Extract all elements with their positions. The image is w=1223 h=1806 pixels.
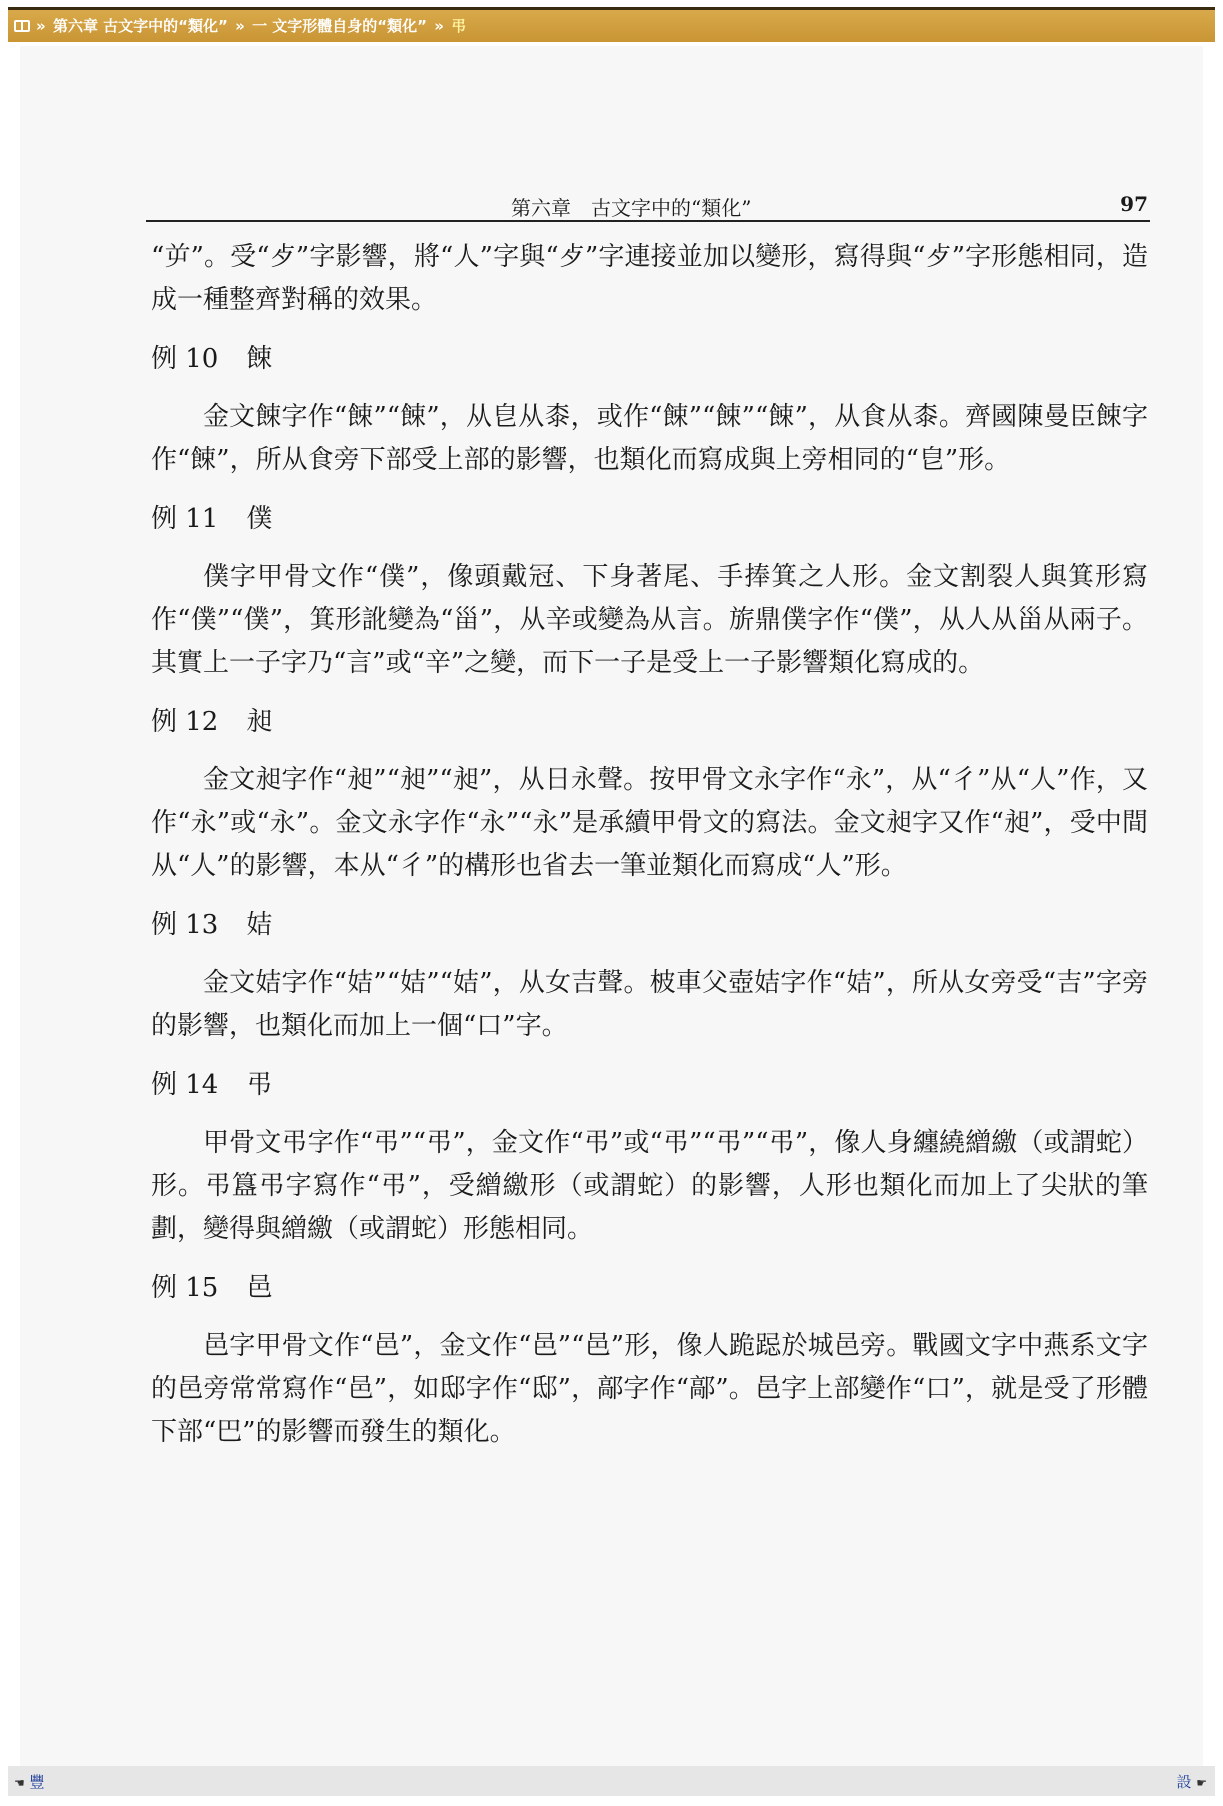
example-char: 昶	[246, 707, 273, 737]
example-char: 弔	[246, 1070, 273, 1100]
example-heading	[151, 1065, 1148, 1105]
breadcrumb-separator: »	[36, 17, 46, 35]
example-paragraph: 僕字甲骨文作“僕”，像頭戴冠、下身著尾、手捧箕之人形。金文割裂人與箕形寫作“僕”“僕”，箕形訛變為“甾”，从辛或變為从言。旂鼎僕字作“僕”，从人从甾从兩子。其實上一子字乃“言”或“辛”之變，而下一子是受上一子影響類化寫成的。	[151, 562, 1148, 678]
example-number: 例 15	[151, 1273, 219, 1303]
example-number: 例 13	[151, 910, 219, 940]
breadcrumb-section-link[interactable]: 一 文字形體自身的“類化”	[252, 17, 428, 35]
example-heading	[151, 702, 1148, 742]
prev-page-label: 豐	[29, 1773, 45, 1791]
example-heading	[151, 905, 1148, 945]
breadcrumb	[8, 10, 1215, 42]
example-number: 例 14	[151, 1070, 219, 1100]
page-content	[151, 236, 1148, 1454]
breadcrumb-chapter-link[interactable]: 第六章 古文字中的“類化”	[52, 17, 228, 35]
example-number: 例 11	[151, 504, 219, 534]
example-heading	[151, 339, 1148, 379]
running-head	[146, 190, 1150, 222]
book-icon[interactable]	[14, 20, 30, 32]
page-navigation-bar	[8, 1766, 1215, 1796]
example-paragraph: 甲骨文弔字作“弔”“弔”，金文作“弔”或“弔”“弔”“弔”，像人身纏繞繒繳（或謂蛇）形。弔簋弔字寫作“弔”，受繒繳形（或謂蛇）的影響，人形也類化而加上了尖狀的筆劃，變得與繒繳（或謂蛇）形態相同。	[151, 1128, 1148, 1244]
example-heading	[151, 499, 1148, 539]
breadcrumb-separator: »	[235, 17, 245, 35]
example-heading	[151, 1268, 1148, 1308]
hand-right-icon: ☛	[1196, 1776, 1207, 1790]
next-page-link[interactable]	[1176, 1771, 1207, 1792]
example-char: 姞	[246, 910, 273, 940]
next-page-label: 設	[1176, 1773, 1192, 1791]
example-paragraph: 金文姞字作“姞”“姞”“姞”，从女吉聲。柀車父壺姞字作“姞”，所从女旁受“吉”字旁的影響，也類化而加上一個“口”字。	[151, 968, 1148, 1041]
example-char: 餗	[246, 344, 273, 374]
intro-paragraph: “屰”。受“歺”字影響，將“人”字與“歺”字連接並加以變形，寫得與“歺”字形態相同，造成一種整齊對稱的效果。	[151, 242, 1148, 315]
prev-page-link[interactable]	[14, 1771, 45, 1792]
example-number: 例 10	[151, 344, 219, 374]
example-paragraph: 金文餗字作“餗”“餗”，从皀从桼，或作“餗”“餗”“餗”，从食从桼。齊國陳曼臣餗字作“餗”，所从食旁下部受上部的影響，也類化而寫成與上旁相同的“皀”形。	[151, 402, 1148, 475]
example-paragraph: 邑字甲骨文作“邑”，金文作“邑”“邑”形，像人跪跽於城邑旁。戰國文字中燕系文字的邑旁常常寫作“邑”，如邸字作“邸”，鄗字作“鄗”。邑字上部變作“口”，就是受了形體下部“巴”的影響而發生的類化。	[151, 1331, 1148, 1447]
hand-left-icon: ☚	[14, 1776, 25, 1790]
example-paragraph: 金文昶字作“昶”“昶”“昶”，从日永聲。按甲骨文永字作“永”，从“彳”从“人”作，又作“永”或“永”。金文永字作“永”“永”是承續甲骨文的寫法。金文昶字又作“昶”，受中間从“人”的影響，本从“彳”的構形也省去一筆並類化而寫成“人”形。	[151, 765, 1148, 881]
breadcrumb-current: 弔	[451, 17, 467, 35]
example-char: 僕	[246, 504, 273, 534]
breadcrumb-separator: »	[434, 17, 444, 35]
page-number: 97	[1120, 192, 1148, 216]
example-number: 例 12	[151, 707, 219, 737]
running-head-title: 第六章 古文字中的“類化”	[511, 196, 752, 220]
example-char: 邑	[246, 1273, 273, 1303]
